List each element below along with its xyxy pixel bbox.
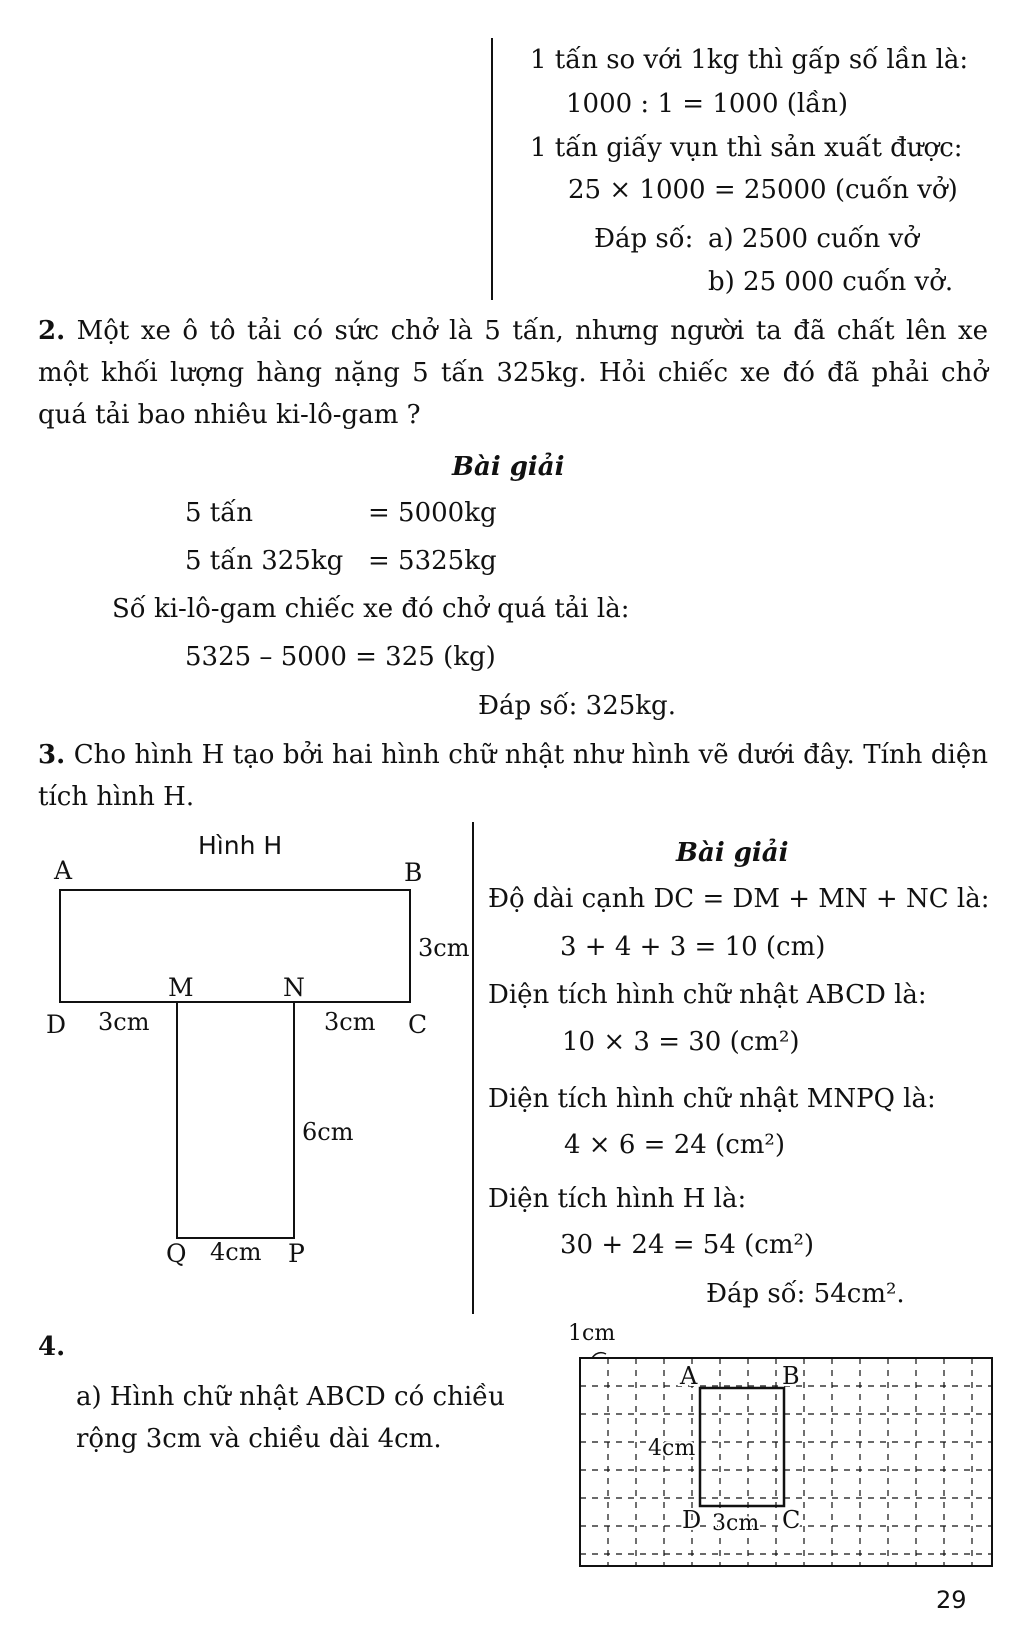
prev-line-3: 1 tấn giấy vụn thì sản xuất được: — [530, 133, 963, 163]
label-bc-length: 3cm — [418, 934, 470, 962]
p3-s1: Độ dài cạnh DC = DM + MN + NC là: — [488, 884, 990, 914]
p3-answer: Đáp số: 54cm². — [706, 1279, 905, 1309]
problem-3-text: Cho hình H tạo bởi hai hình chữ nhật như hình vẽ dưới đây. Tính diện tích hình H. — [38, 740, 989, 812]
page-number: 29 — [936, 1586, 967, 1614]
p3-s2: 3 + 4 + 3 = 10 (cm) — [560, 932, 826, 962]
problem-3 — [38, 734, 988, 818]
prev-line-1: 1 tấn so với 1kg thì gấp số lần là: — [530, 45, 969, 75]
grid-label-c: C — [782, 1506, 801, 1534]
prev-answer-b: b) 25 000 cuốn vở. — [708, 267, 954, 297]
p3-s5: Diện tích hình chữ nhật MNPQ là: — [488, 1084, 936, 1114]
p3-s7: Diện tích hình H là: — [488, 1184, 747, 1214]
label-p: P — [288, 1239, 305, 1268]
label-qp-length: 4cm — [210, 1238, 262, 1266]
p3-s8: 30 + 24 = 54 (cm²) — [560, 1230, 815, 1260]
prev-line-2: 1000 : 1 = 1000 (lần) — [566, 89, 849, 119]
label-b: B — [404, 858, 423, 887]
label-d: D — [46, 1010, 67, 1039]
label-a: A — [54, 856, 73, 885]
problem-2 — [38, 310, 988, 436]
grid-scale-label: 1cm — [568, 1321, 616, 1346]
grid-label-b: B — [782, 1362, 800, 1390]
rect-abcd — [60, 890, 410, 1002]
problem-2-solution-title: Bài giải — [452, 452, 565, 482]
label-n: N — [283, 973, 305, 1002]
prev-line-4: 25 × 1000 = 25000 (cuốn vở) — [568, 175, 958, 205]
label-c: C — [408, 1010, 428, 1039]
label-dm-length: 3cm — [98, 1008, 150, 1036]
grid-label-a: A — [680, 1362, 698, 1390]
p2-row2-left: 5 tấn 325kg — [185, 546, 344, 576]
problem-2-text: Một xe ô tô tải có sức chở là 5 tấn, nhưng người ta đã chất lên xe một khối lượng hàng nặng 5 tấn 325kg. Hỏi chiếc xe đó đã phải chở quá tải bao nhiêu ki-lô-gam ? — [38, 316, 989, 430]
label-m: M — [168, 973, 194, 1002]
grid-figure — [560, 1310, 1000, 1580]
p2-line4: 5325 – 5000 = 325 (kg) — [185, 642, 496, 672]
problem-2-number: 2. — [38, 316, 66, 346]
p3-s4: 10 × 3 = 30 (cm²) — [562, 1027, 800, 1057]
prev-answer-a: a) 2500 cuốn vở — [708, 224, 919, 254]
problem-4-number: 4. — [38, 1332, 66, 1362]
label-nc-length: 3cm — [324, 1008, 376, 1036]
figure-h-title: Hình H — [198, 831, 283, 860]
column-divider-problem-3 — [472, 822, 474, 1314]
p3-s6: 4 × 6 = 24 (cm²) — [564, 1130, 785, 1160]
label-q: Q — [166, 1239, 187, 1268]
column-divider-top — [491, 38, 493, 300]
problem-3-number: 3. — [38, 740, 66, 770]
p3-s3: Diện tích hình chữ nhật ABCD là: — [488, 980, 927, 1010]
p2-line3: Số ki-lô-gam chiếc xe đó chở quá tải là: — [112, 594, 630, 624]
p2-row2-right: = 5325kg — [368, 546, 497, 576]
problem-4-text-a: a) Hình chữ nhật ABCD có chiều rộng 3cm và chiều dài 4cm. — [76, 1382, 505, 1454]
p2-answer: Đáp số: 325kg. — [478, 691, 676, 721]
grid-label-height: 4cm — [648, 1436, 696, 1461]
label-np-length: 6cm — [302, 1118, 354, 1146]
grid-label-d: D — [682, 1506, 702, 1534]
figure-h — [0, 820, 480, 1290]
grid-label-width: 3cm — [712, 1511, 760, 1536]
p2-row1-left: 5 tấn — [185, 498, 253, 528]
problem-3-solution-title: Bài giải — [676, 838, 789, 868]
rect-abcd-grid — [700, 1388, 784, 1506]
rect-mnpq — [177, 1002, 294, 1238]
prev-answer-label: Đáp số: — [594, 224, 694, 254]
p2-row1-right: = 5000kg — [368, 498, 497, 528]
